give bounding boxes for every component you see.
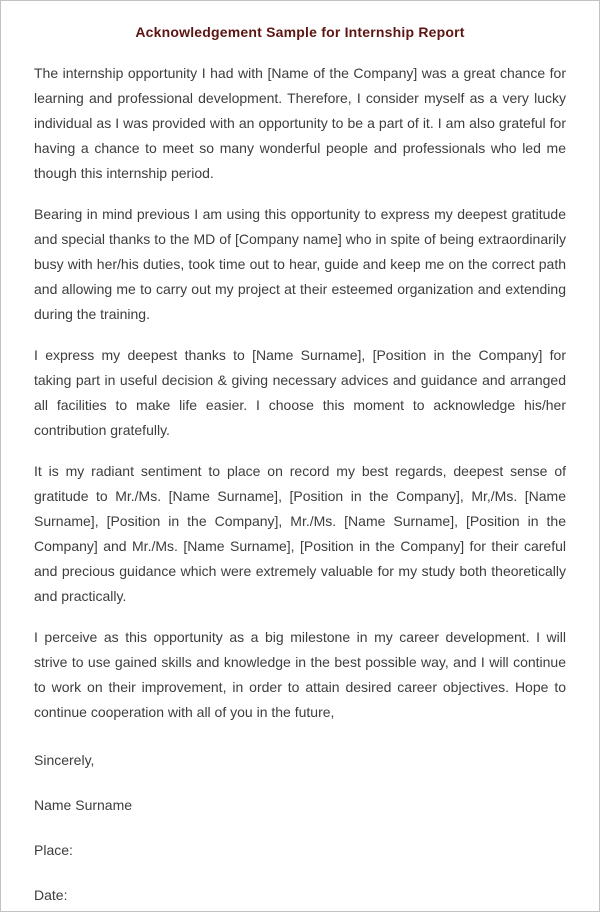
- body-paragraph: Bearing in mind previous I am using this opportunity to express my deepest gratitude and special thanks to the MD of [Company name] who in spite of being extraordinarily busy with her/his duties, took time out to hear, guide and keep me on the correct path and allowing me to carry out my project at their esteemed organization and extending during the training.: [34, 206, 566, 322]
- place-label: Place:: [34, 842, 73, 858]
- signature-name: Name Surname: [34, 797, 133, 813]
- body-paragraph: I perceive as this opportunity as a big milestone in my career development. I will strive to use gained skills and knowledge in the best possible way, and I will continue to work on their improvement, in order to attain desired career objectives. Hope to continue cooperation with all of you in the future,: [34, 629, 566, 720]
- body-paragraph: I express my deepest thanks to [Name Surname], [Position in the Company] for taking part in useful decision & giving necessary advices and guidance and arranged all facilities to make life easier. I choose this moment to acknowledge his/her contribution gratefully.: [34, 347, 566, 438]
- document-title: Acknowledgement Sample for Internship Report: [135, 24, 465, 40]
- closing-salutation: Sincerely,: [34, 752, 95, 768]
- date-label: Date:: [34, 887, 68, 903]
- closing-block: [34, 748, 566, 908]
- body-paragraph: The internship opportunity I had with [Name of the Company] was a great chance for learning and professional development. Therefore, I consider myself as a very lucky individual as I was provided with an opportunity to be a part of it. I am also grateful for having a chance to meet so many wonderful people and professionals who led me though this internship period.: [34, 65, 566, 181]
- body-paragraph: It is my radiant sentiment to place on record my best regards, deepest sense of gratitude to Mr./Ms. [Name Surname], [Position in the Company], Mr,/Ms. [Name Surname], [Position in the Company], Mr./Ms. [Name Surname], [Position in the Company] and Mr./Ms. [Name Surname], [Position in the Company] for their careful and precious guidance which were extremely valuable for my study both theoretically and practically.: [34, 463, 566, 604]
